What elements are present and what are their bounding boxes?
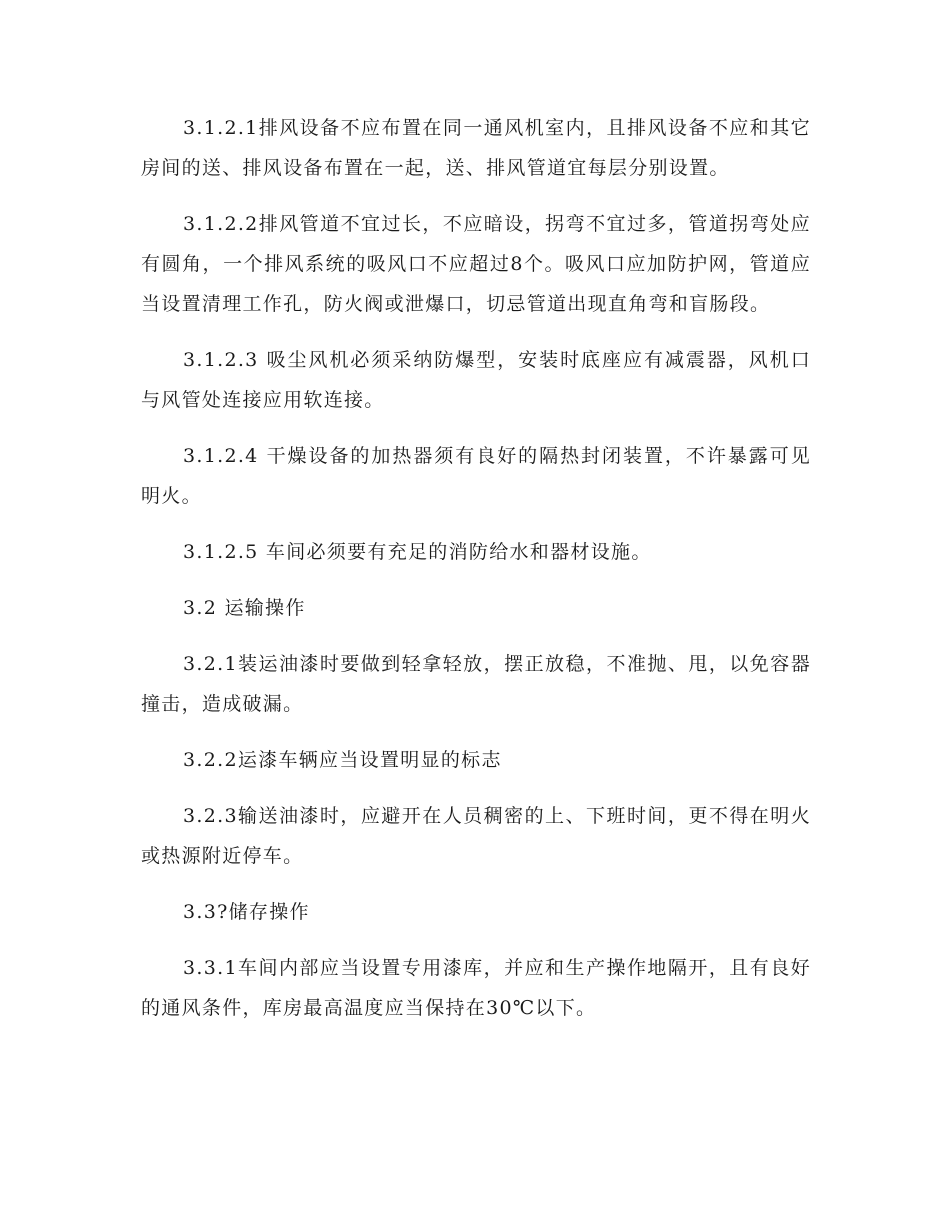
paragraph-3-1-2-1: 3.1.2.1排风设备不应布置在同一通风机室内，且排风设备不应和其它房间的送、排风设备布置在一起，送、排风管道宜每层分别设置。 — [141, 117, 811, 179]
paragraph-3-2-3: 3.2.3输送油漆时，应避开在人员稠密的上、下班时间，更不得在明火或热源附近停车。 — [141, 805, 811, 867]
paragraph-3-1-2-3: 3.1.2.3 吸尘风机必须采纳防爆型，安装时底座应有减震器，风机口与风管处连接应用软连接。 — [141, 349, 811, 411]
section-heading-3-2: 3.2 运输操作 — [183, 597, 306, 619]
paragraph-3-1-2-4: 3.1.2.4 干燥设备的加热器须有良好的隔热封闭装置，不许暴露可见明火。 — [141, 445, 811, 507]
paragraph-3-2-1: 3.2.1装运油漆时要做到轻拿轻放，摆正放稳，不准抛、甩，以免容器撞击，造成破漏。 — [141, 653, 811, 715]
paragraph-3-2-2: 3.2.2运漆车辆应当设置明显的标志 — [183, 749, 502, 771]
paragraph-3-1-2-5: 3.1.2.5 车间必须要有充足的消防给水和器材设施。 — [183, 541, 652, 563]
paragraph-3-1-2-2: 3.1.2.2排风管道不宜过长，不应暗设，拐弯不宜过多，管道拐弯处应有圆角，一个排风系统的吸风口不应超过8个。吸风口应加防护网，管道应当设置清理工作孔，防火阀或泄爆口，切忌管道出现直角弯和盲肠段。 — [141, 213, 811, 315]
section-heading-3-3: 3.3?储存操作 — [183, 901, 310, 923]
paragraph-3-3-1: 3.3.1车间内部应当设置专用漆库，并应和生产操作地隔开，且有良好的通风条件，库房最高温度应当保持在30℃以下。 — [141, 957, 811, 1019]
document-body — [141, 108, 811, 1044]
